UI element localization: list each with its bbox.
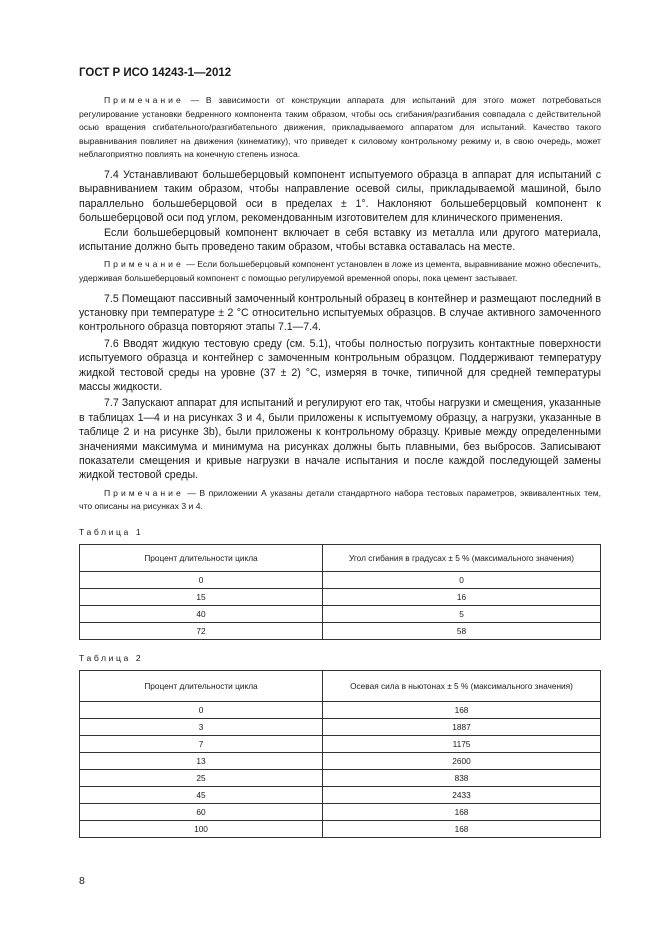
table-cell: 838 — [323, 770, 601, 787]
table-cell: 40 — [80, 606, 323, 623]
table-row — [80, 572, 601, 589]
note-label: Примечание — [104, 95, 184, 105]
table-row — [80, 719, 601, 736]
column-header: Угол сгибания в градусах ± 5 % (максимального значения) — [323, 545, 601, 572]
table-cell: 0 — [80, 572, 323, 589]
table-row — [80, 606, 601, 623]
table-row — [80, 702, 601, 719]
table-cell: 45 — [80, 787, 323, 804]
table-cell: 72 — [80, 623, 323, 640]
note-1 — [79, 94, 601, 162]
table-1-label: Таблица 1 — [79, 527, 144, 538]
table-cell: 168 — [323, 821, 601, 838]
page-number: 8 — [79, 875, 85, 888]
note-text: — В приложении А указаны детали стандартного набора тестовых параметров, эквивалентных тем, что описаны на рисунках 3 и 4. — [79, 487, 601, 512]
note-label: Примечание — [104, 259, 184, 270]
table-cell: 100 — [80, 821, 323, 838]
table-cell: 25 — [80, 770, 323, 787]
table-2-label: Таблица 2 — [79, 653, 144, 664]
section-7-5 — [79, 292, 601, 335]
paragraph: 7.7 Запускают аппарат для испытаний и регулируют его так, чтобы нагрузки и смещения, указанные в таблицах 1—4 и на рисунках 3 и 4, были приложены к испытуемому образцу, а нагрузки, указанные в таблице 2 и на рисунке 3b), были приложены к контрольному образцу. Кривые между определенными значениями максимума и минимума на рисунках должны быть плавными, без выбросов. Записывают показатели смещения и кривые нагрузки в начале испытания и после каждой последующей замены жидкой тестовой среды. — [79, 397, 601, 482]
table-row — [80, 736, 601, 753]
table-cell: 1887 — [323, 719, 601, 736]
table-cell: 7 — [80, 736, 323, 753]
paragraph: 7.6 Вводят жидкую тестовую среду (см. 5.1), чтобы полностью погрузить контактные поверхности испытуемого образца и контейнер с замоченным контрольным образцом. Поддерживают температуру жидкой тестовой среды на уровне (37 ± 2) °С, измеряя в точке, типичной для средней температуры массы жидкости. — [79, 337, 601, 394]
table-cell: 168 — [323, 702, 601, 719]
section-7-6 — [79, 337, 601, 395]
table-cell: 60 — [80, 804, 323, 821]
table-cell: 168 — [323, 804, 601, 821]
section-7-4 — [79, 168, 601, 254]
table-1 — [79, 544, 601, 640]
note-label: Примечание — [104, 487, 184, 498]
document-header: ГОСТ Р ИСО 14243-1—2012 — [79, 67, 232, 79]
column-header: Процент длительности цикла — [80, 671, 323, 702]
table-cell: 58 — [323, 623, 601, 640]
note-text: — Если большеберцовый компонент установлен в ложе из цемента, выравнивание можно обеспечить, удерживая большеберцовый компонент с помощью регулируемой временной опоры, пока цемент застывает. — [79, 259, 601, 283]
table-row — [80, 589, 601, 606]
table-row — [80, 753, 601, 770]
table-cell: 0 — [323, 572, 601, 589]
column-header: Процент длительности цикла — [80, 545, 323, 572]
table-cell: 15 — [80, 589, 323, 606]
table-row — [80, 821, 601, 838]
table-cell: 16 — [323, 589, 601, 606]
table-row — [80, 787, 601, 804]
table-cell: 2600 — [323, 753, 601, 770]
column-header: Осевая сила в ньютонах ± 5 % (максимального значения) — [323, 671, 601, 702]
table-2 — [79, 670, 601, 838]
paragraph: 7.5 Помещают пассивный замоченный контрольный образец в контейнер и размещают последний в установку при температуре ± 2 °С относительно испытуемых образцов. В случае активного замоченного контрольного образца повторяют этапы 7.1—7.4. — [79, 292, 601, 334]
note-text: — В зависимости от конструкции аппарата для испытаний для этого может потребоваться регулирование установки бедренного компонента таким образом, чтобы ось сгибания/разгибания совпадала с действительной осью вращения сгибательного/разгибательного движения, прикладываемого аппаратом для испытаний. Качество такого выравнивания повлияет на движения (кинематику), что приведет к силовому контрольному режиму и, в свою очередь, может неблагоприятно повлиять на конечную степень износа. — [79, 95, 602, 160]
note-2 — [79, 258, 601, 285]
table-cell: 3 — [80, 719, 323, 736]
paragraph: 7.4 Устанавливают большеберцовый компонент испытуемого образца в аппарат для испытаний с выравниванием таким образом, чтобы направление осевой силы, прикладываемой машиной, было параллельно большеберцовой оси в пределах ± 1°. Наклоняют большеберцовый компонент к большеберцовой оси под углом, рекомендованным изготовителем для клинического применения. — [79, 168, 601, 225]
table-row — [80, 770, 601, 787]
section-7-7 — [79, 396, 601, 482]
table-cell: 0 — [80, 702, 323, 719]
table-cell: 2433 — [323, 787, 601, 804]
table-row — [80, 623, 601, 640]
table-cell: 5 — [323, 606, 601, 623]
table-row — [80, 804, 601, 821]
note-3 — [79, 487, 601, 514]
table-cell: 13 — [80, 753, 323, 770]
table-cell: 1175 — [323, 736, 601, 753]
paragraph: Если большеберцовый компонент включает в себя вставку из металла или другого материала, испытание должно быть проведено таким образом, чтобы вставка оставалась на месте. — [79, 226, 601, 253]
